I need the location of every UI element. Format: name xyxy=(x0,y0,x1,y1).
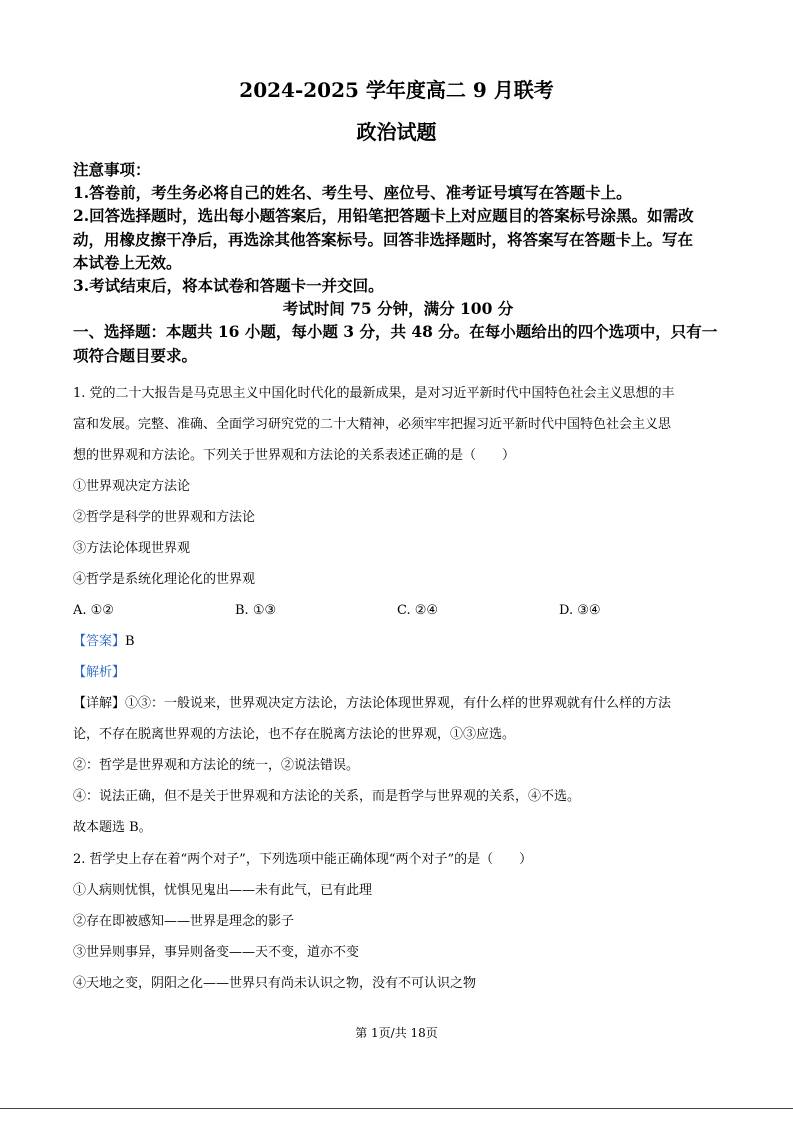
question-1-statement-2: ②哲学是科学的世界观和方法论 xyxy=(73,510,256,525)
exam-title: 2024-2025 学年度高二 9 月联考 xyxy=(239,78,554,102)
question-2-statement-1: ①人病则忧惧，忧惧见鬼出——未有此气，已有此理 xyxy=(73,883,373,898)
question-2 xyxy=(73,844,723,999)
option-d: D. ③④ xyxy=(559,603,601,618)
notice-item-3: 3.考试结束后，将本试卷和答题卡一并交回。 xyxy=(73,276,384,296)
notice-item-2-line-1: 2.回答选择题时，选出每小题答案后，用铅笔把答题卡上对应题目的答案标号涂黑。如需改 xyxy=(73,206,694,226)
section-heading-line-1: 一、选择题：本题共 16 小题，每小题 3 分，共 48 分。在每小题给出的四个选项中，只有一 xyxy=(73,322,718,342)
analysis-tag: 【解析】 xyxy=(73,665,126,680)
question-1-stem-line-3: 想的世界观和方法论。下列关于世界观和方法论的关系表述正确的是（ ） xyxy=(73,448,516,463)
question-1-stem-line-2: 富和发展。完整、准确、全面学习研究党的二十大精神，必须牢牢把握习近平新时代中国特色社会主义思 xyxy=(73,417,672,432)
answer-value: B xyxy=(125,634,135,649)
notice-item-1: 1.答卷前，考生务必将自己的姓名、考生号、座位号、准考证号填写在答题卡上。 xyxy=(73,183,632,203)
question-2-statement-4: ④天地之变，阴阳之化——世界只有尚未认识之物，没有不可认识之物 xyxy=(73,976,477,991)
option-a: A. ①② xyxy=(73,603,114,618)
question-2-statement-2: ②存在即被感知——世界是理念的影子 xyxy=(73,914,295,929)
question-1-options xyxy=(73,595,723,626)
page-footer: 第 1页/共 18页 xyxy=(355,1026,438,1040)
bottom-divider xyxy=(0,1108,793,1109)
detail-text-1: ①③：一般说来，世界观决定方法论，方法论体现世界观，有什么样的世界观就有什么样的方法 xyxy=(125,696,672,711)
exam-info: 考试时间 75 分钟，满分 100 分 xyxy=(282,299,514,319)
question-2-statement-3: ③世异则事异，事异则备变——天不变，道亦不变 xyxy=(73,945,360,960)
detail-tag: 【详解】 xyxy=(73,696,126,711)
notice-item-2-line-2: 动，用橡皮擦干净后，再选涂其他答案标号。回答非选择题时，将答案写在答题卡上。写在 xyxy=(73,229,694,249)
detail-line-2: 论，不存在脱离世界观的方法论，也不存在脱离方法论的世界观，①③应选。 xyxy=(73,727,516,742)
option-b: B. ①③ xyxy=(235,603,277,618)
question-1-statement-4: ④哲学是系统化理论化的世界观 xyxy=(73,572,256,587)
analysis-line xyxy=(73,657,723,688)
section-heading-line-2: 项符合题目要求。 xyxy=(73,345,198,365)
notice-item-2-line-3: 本试卷上无效。 xyxy=(73,252,182,272)
exam-subject-title: 政治试题 xyxy=(356,120,437,144)
detail-line-4: ④：说法正确，但不是关于世界观和方法论的关系，而是哲学与世界观的关系，④不选。 xyxy=(73,789,581,804)
notice-section xyxy=(73,158,723,367)
conclusion-line: 故本题选 B。 xyxy=(73,820,152,835)
question-2-stem: 2. 哲学史上存在着“两个对子”，下列选项中能正确体现“两个对子”的是（ ） xyxy=(73,852,533,867)
question-1-statement-3: ③方法论体现世界观 xyxy=(73,541,191,556)
question-1-statement-1: ①世界观决定方法论 xyxy=(73,479,191,494)
notice-heading: 注意事项： xyxy=(73,160,151,179)
answer-tag: 【答案】 xyxy=(73,634,126,649)
answer-line xyxy=(73,626,723,657)
option-c: C. ②④ xyxy=(397,603,439,618)
question-1 xyxy=(73,378,723,843)
detail-line-1 xyxy=(73,688,723,719)
question-1-stem-line-1: 1. 党的二十大报告是马克思主义中国化时代化的最新成果，是对习近平新时代中国特色社会主义思想的丰 xyxy=(73,386,675,401)
detail-line-3: ②：哲学是世界观和方法论的统一，②说法错误。 xyxy=(73,758,360,773)
